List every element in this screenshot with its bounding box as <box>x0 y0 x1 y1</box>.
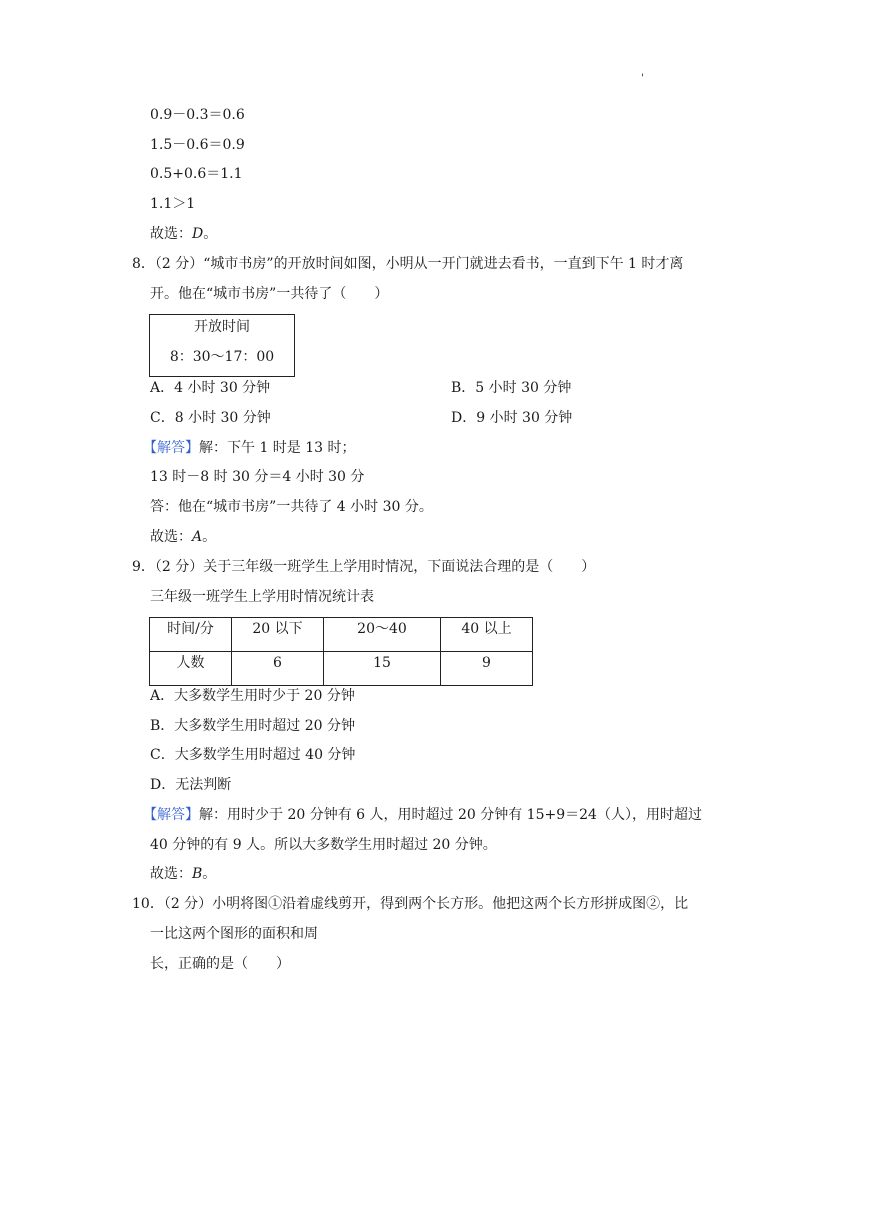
choice-line <box>150 528 216 546</box>
option-a: A．4 小时 30 分钟 <box>150 380 271 396</box>
table-row <box>150 652 533 686</box>
choice-prefix: 故选： <box>150 226 192 242</box>
choice-letter: D <box>192 226 204 242</box>
question-text: 一比这两个图形的面积和周 <box>150 926 318 942</box>
answer-text: 答：他在“城市书房”一共待了 4 小时 30 分。 <box>150 499 433 515</box>
question-text: 10．（2 分）小明将图①沿着虚线剪开，得到两个长方形。他把这两个长方形拼成图②，比 <box>132 896 689 912</box>
table-cell: 40 以上 <box>441 618 533 652</box>
solution-line: 0.9－0.3＝0.6 <box>150 107 245 123</box>
question-text: 9．（2 分）关于三年级一班学生上学用时情况，下面说法合理的是（ ） <box>132 559 596 575</box>
solution-line: 0.5+0.6＝1.1 <box>150 166 243 182</box>
table-cell: 20～40 <box>324 618 441 652</box>
choice-letter: B <box>192 866 203 882</box>
answer-tag: 【解答】 <box>143 440 199 456</box>
table-title: 三年级一班学生上学用时情况统计表 <box>150 589 374 605</box>
option-c: C．8 小时 30 分钟 <box>150 410 271 426</box>
answer-text: 40 分钟的有 9 人。所以大多数学生用时超过 20 分钟。 <box>150 837 497 853</box>
choice-suffix: 。 <box>202 529 217 545</box>
question-text: 8．（2 分）“城市书房”的开放时间如图，小明从一开门就进去看书，一直到下午 1 时才离 <box>132 256 684 272</box>
option-c: C．大多数学生用时超过 40 分钟 <box>150 747 356 763</box>
solution-line: 1.5－0.6＝0.9 <box>150 137 245 153</box>
option-d: D．9 小时 30 分钟 <box>451 410 573 426</box>
choice-prefix: 故选： <box>150 529 192 545</box>
box-title: 开放时间 <box>194 319 250 335</box>
answer-line <box>143 806 702 824</box>
box-value: 8：30～17：00 <box>169 349 275 365</box>
table-cell: 时间/分 <box>150 618 232 652</box>
choice-line <box>150 225 217 243</box>
header-mark: ' <box>641 73 644 84</box>
answer-tag: 【解答】 <box>143 807 199 823</box>
table-cell: 6 <box>232 652 324 686</box>
choice-suffix: 。 <box>202 866 217 882</box>
answer-text: 13 时－8 时 30 分＝4 小时 30 分 <box>150 469 365 485</box>
question-text: 长，正确的是（ ） <box>150 956 290 972</box>
option-d: D．无法判断 <box>150 777 232 793</box>
answer-text: 解：用时少于 20 分钟有 6 人，用时超过 20 分钟有 15+9＝24（人），用时超过 <box>199 807 702 823</box>
option-b: B．大多数学生用时超过 20 分钟 <box>150 718 356 734</box>
statistics-table <box>149 617 533 686</box>
table-cell: 20 以下 <box>232 618 324 652</box>
opening-hours-box <box>149 314 295 377</box>
choice-letter: A <box>192 529 203 545</box>
table-cell: 15 <box>324 652 441 686</box>
choice-prefix: 故选： <box>150 866 192 882</box>
choice-line <box>150 865 216 883</box>
question-text: 开。他在“城市书房”一共待了（ ） <box>150 286 389 302</box>
option-b: B．5 小时 30 分钟 <box>451 380 572 396</box>
answer-text: 解：下午 1 时是 13 时； <box>199 440 356 456</box>
solution-line: 1.1＞1 <box>150 196 196 212</box>
option-a: A．大多数学生用时少于 20 分钟 <box>150 688 355 704</box>
answer-line <box>143 439 356 457</box>
choice-suffix: 。 <box>203 226 218 242</box>
table-row <box>150 618 533 652</box>
table-cell: 人数 <box>150 652 232 686</box>
table-cell: 9 <box>441 652 533 686</box>
